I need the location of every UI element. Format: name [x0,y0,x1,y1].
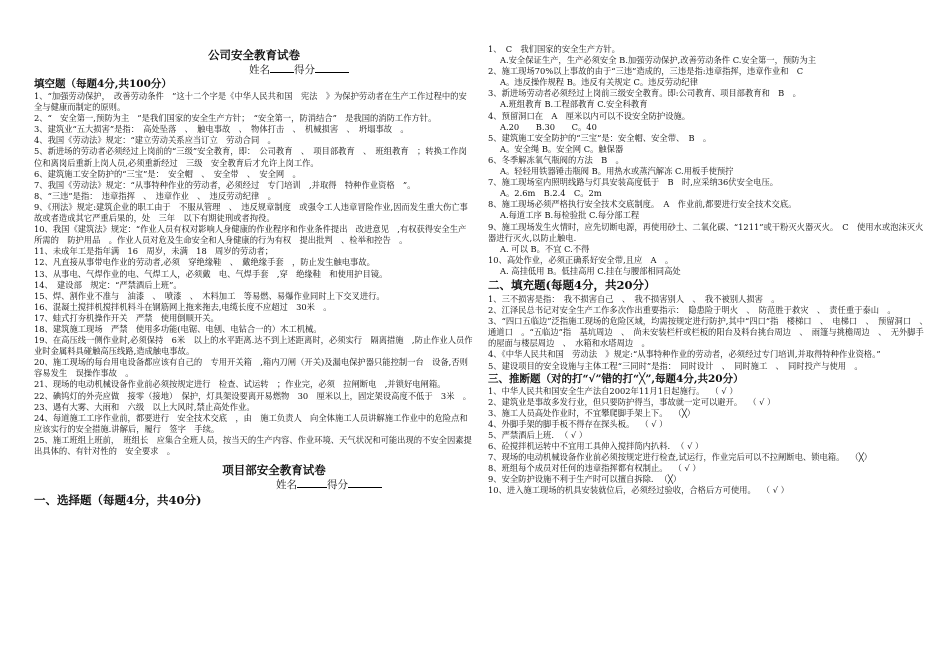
fill-question-2: 4、《中华人民共和国 劳动法 》规定:“从事特种作业的劳动者，必须经过专门培训,并取得特种作业资格。” [488,349,881,360]
fill-question: 6、建筑施工安全防护的“三宝”是： 安全帽 、 安全带 、 安全网 。 [34,168,301,179]
judge-question-text: 4、外脚手架的脚手板不得存在探头板。 [488,418,635,429]
choice-question-text: 8、施工现场必须严格执行安全技术交底制度。 A 作业前,都要进行安全技术交底。 [488,199,797,210]
choice-options: A. 可以 B。不宜 C.不得 [500,243,590,254]
choice-question-text: 7、施工现场室内照明线路与灯具安装高度低于 B 时,应采纳36伏安全电压。 [488,177,779,188]
name-label-2: 姓名 [276,479,297,492]
judge-question-text: 5、严禁酒后上班. [488,430,554,440]
judge-question [488,474,924,485]
fill-question: 2、“ 安全第一,预防为主 ”是我们国家的安全生产方针； “安全第一，防消结合” 是我国的消防工作方针。 [34,113,437,124]
judge-question-list [488,386,924,497]
judge-question [488,441,924,452]
fill-question: 9、《刑法》规定:建筑企业的职工由于 不服从管理 、 违反规章制度 或强令工人违章冒险作业,因而发生重大伤亡事故或者造成其它严重后果的，处 三年 以下有期徒刑或者拘役。 [34,201,468,224]
choice-question [488,222,924,255]
fill-question: 23、遇有大雾、大雨和 六级 以上大风时,禁止高处作业。 [34,401,255,412]
judge-question [488,452,924,463]
judge-question [488,430,924,441]
judge-answer-mark: （ √ ） [673,463,701,474]
fill-question: 4、我国《劳动法》规定：“建立劳动关系应当订立 劳动合同 。 [34,135,276,146]
name-score-line [34,62,474,77]
judge-question-text: 7、现场的电动机械设备作业前必须按规定进行检查,试运行，作业完后可以不拉闸断电、锁电箱。 [488,452,845,463]
choice-options: A.每道工序 B.每检验批 C.每分部工程 [500,210,640,221]
choice-question [488,177,924,199]
fill-section-header-2: 二、填充题(每题4分，共20分） [488,277,656,292]
fill-question: 25、施工班组上班前， 班组长 应集合全班人员，按当天的生产内容、作业环境、天气状况和可能出现的不安全因素提出具体的、有针对性的 安全要求 。 [34,434,472,456]
choice-question-text: 5、建筑施工安全防护的“三宝”是：安全帽、安全带、 B 。 [488,132,712,143]
fill-question: 20、施工现场的每台用电设备都应该有自己的 专用开关箱 ,箱内刀闸（开关)及漏电保护器只能控制一台 设备,否则容易发生 误操作事故 。 [34,357,468,379]
fill-question: 15、焊、割作业不准与 油漆 、 喷漆 、 木料加工 等易燃、易爆作业同时上下交叉进行。 [34,290,385,301]
judge-question [488,408,924,419]
judge-answer-mark: （╳） [673,407,696,418]
choice-question [488,155,924,177]
judge-answer-mark: （ √ ） [560,430,588,440]
fill-question: 1、“加强劳动保护， 改善劳动条件 ”这十二个字是《中华人民共和国 宪法 》为保护劳动者在生产工作过程中的安全与健康而制定的原则。 [34,91,467,113]
fill-question: 24、每道施工工序作业前，都要进行 安全技术交底 ，由 施工负责人 向全体施工人员讲解施工作业中的危险点和应该实行的安全措施.讲解后，履行 签字 手续。 [34,412,468,434]
fill-question: 19、在高压线一侧作业时,必须保持 6米 以上的水平距离.达不到上述距离时，必须实行 隔离措施 ,防止作业人员作业时金属料具碰触高压线路,造成触电事故。 [34,335,473,357]
fill-question: 18、建筑施工现场 严禁 使用多功能(电锯、电刨、电钻合一的）木工机械。 [34,323,322,334]
choice-question [488,133,924,155]
choice-options: A.20 B.30 C。40 [500,121,597,132]
left-column [34,0,474,672]
fill-question: 10、我国《建筑法》规定：“作业人员有权对影响人身健康的作业程序和作业条件提出 改进意见 ,有权获得安全生产所需的 防护用品 。作业人员对危及生命安全和人身健康的行为有权 提出批判 、检举和控告 。 [34,224,467,246]
fill-question: 12、凡直接从事带电作业的劳动者,必须 穿绝缘鞋 、 戴绝缘手套 ，防止发生触电事故。 [34,257,375,268]
fill-question-2: 1、三不损害是指： 我不损害自己 、 我不损害别人 、 我不被别人损害 。 [488,293,780,304]
choice-question-text: 1、 C 我们国家的安全生产方针。 [488,44,620,54]
judge-question-text: 8、班组每个成员对任何的违章指挥都有权制止。 [488,463,668,474]
judge-answer-mark: （ √ ） [761,485,789,496]
choice-question [488,199,924,221]
choice-question-text: 6、冬季解冻氧气瓶阀的方法 B 。 [488,154,624,165]
choice-question-text: 2、施工现场70%以上事故的由于“三违”造成的，三违是指:违章指挥，违章作业和 C [488,66,812,77]
judge-question-text: 10、进入施工现场的机具安装就位后，必须经过验收，合格后方可使用。 [488,485,756,496]
judge-question [488,419,924,430]
judge-question-text: 1、中华人民共和国安全生产法自2002年11月1日起施行。 [488,385,705,396]
fill-question: 16、混凝土搅拌机搅拌机料斗在钢筋网上拖来拖去,电缆长度不应超过 30米 。 [34,301,332,312]
judge-question-text: 2、建筑业是事故多发行业，但只要防护得当，事故就一定可以避开。 [488,396,743,407]
choice-options: A。2.6m B.2.4 C。2m [500,188,602,199]
choice-question [488,66,924,88]
fill-question: 7、我国《劳动法》规定：“从事特种作业的劳动者，必须经过 专门培训 ,并取得 特种作业资格 ”。 [34,179,416,190]
fill-question: 3、建筑业“五大损害”是指： 高处坠落 、 触电事故 、 物体打击 、 机械损害 、 坍塌事故 。 [34,124,409,135]
score-label: 得分 [294,64,315,76]
fill-question-list [34,91,474,457]
score-label-2: 得分 [327,479,348,492]
fill-question: 17、蛙式打夯机操作开关 严禁 使用倒顺开关。 [34,312,219,323]
choice-question-text: 10、高处作业，必须正确系好安全带,且应 A 。 [488,254,674,265]
fill-section-header: 填空题（每题4分,共100分） [34,78,172,90]
name-score-line-2 [34,477,474,492]
fill-question-2: 2、江泽民总书记对安全生产工作多次作出重要指示： 隐患险于明火 、 防范胜于救灾 、 责任重于泰山 。 [488,305,896,316]
fill-question: 21、现场的电动机械设备作业前必须按规定进行 检查、试运转 ；作业完，必须 拉闸断电 ,并锁好电闸箱。 [34,379,446,390]
choice-options: A.班组教育 B.工程部教育 C.安全科教育 [500,99,648,110]
judge-section-header: 三、推断题（对的打“√”错的打“╳”,每题4分,共20分） [488,372,744,385]
choice-question-text: 9、施工现场发生火情时，应先切断电源，再使用砂土、二氧化碳、“1211”或干粉灭火器灭火。 C 使用水或泡沫灭火器进行灭火,以防止触电. [488,221,924,243]
judge-question [488,463,924,474]
judge-answer-mark: （╳） [850,452,872,463]
judge-answer-mark: （ √ ） [710,385,738,396]
name-blank-2 [297,477,327,488]
choice-options: A。安全绳 B。安全网 C。触保器 [500,143,624,154]
fill-question: 22、碘钨灯的外壳应做 接零（接地） 保护，灯具架设要离开易燃物 30 厘米以上，固定架设高度不低于 3米 。 [34,390,472,401]
choice-question-text: 3、新进场劳动者必须经过上岗前三级安全教育。即:公司教育、项目部教育和 B 。 [488,88,801,99]
choice-options: A。轻轻用铁器锤击瓶阀 B。用热水或蒸汽解冻 C.用板手使预拧 [500,166,734,177]
name-blank [270,62,294,73]
judge-question-text: 3、施工人员高处作业时，不宜攀爬脚手架上下。 [488,407,668,418]
fill-question-list-2 [488,293,932,372]
score-blank-2 [348,477,382,488]
judge-answer-mark: （ √ ） [676,441,704,452]
fill-question-2: 3、“四口五临边”泛指施工现场的危险区域，均需按规定进行防护,其中“四口”指 楼梯口 、 电梯口 、 预留洞口 、 通道口 。“五临边”指 基坑周边 、 尚未安装栏杆或栏板的阳台及料台挑台周边 、 雨篷与挑檐周边 、 无外脚手的屋面与楼层周边 、 水箱和水塔周边 。 [488,316,932,349]
choice-section-header: 一、选择题（每题4分，共40分) [34,493,202,508]
fill-question: 13、从事电、气焊作业的电、气焊工人，必须戴 电、气焊手套 ,穿 绝缘鞋 和使用护目镜。 [34,268,388,279]
choice-options: A.安全保证生产，生产必须安全 B.加强劳动保护,改善劳动条件 C.安全第一，预防为主 [500,55,817,66]
fill-question: 5、新进场的劳动者必须经过上岗前的“三级”安全教育，即： 公司教育 、 项目部教育 、 班组教育 ；转换工作岗位和离岗后重新上岗人员,必须重新经过 三级 安全教育后才允许上岗工作。 [34,146,467,168]
page-title: 公司安全教育试卷 [208,48,300,62]
judge-question [488,485,924,496]
judge-answer-mark: （ √ ） [640,418,668,429]
judge-answer-mark: （ √ ） [748,396,776,407]
choice-question [488,44,924,66]
choice-question [488,255,924,277]
choice-question [488,88,924,110]
judge-question [488,397,924,408]
fill-question: 8、“三违”是指： 违章指挥 、 违章作业 、 违反劳动纪律 。 [34,190,276,201]
fill-question-2: 5、建设项目的安全设施与主体工程“三同时”是指： 同时设计 、 同时施工 、 同时投产与使用 。 [488,360,863,371]
judge-answer-mark: （╳） [659,474,682,485]
choice-question [488,111,924,133]
fill-question: 11、未成年工是指年满 16 周岁，未满 18 周岁的劳动者； [34,246,274,257]
fill-question: 14、 建设部 规定：“严禁酒后上班”。 [34,279,182,290]
name-label: 姓名 [249,64,270,76]
choice-options: A。违反操作规程 B。违反有关规定 C。违反劳动纪律 [500,77,698,88]
choice-question-list [488,44,924,277]
section-title-project: 项目部安全教育试卷 [222,463,326,478]
choice-question-text: 4、预留洞口在 A 厘米以内可以不设安全防护设施。 [488,110,691,121]
judge-question-text: 6、砼搅拌机运转中不宜用工具伸入搅拌筒内扒料. [488,441,671,452]
right-column [488,0,932,672]
judge-question-text: 9、安全防护设施不利于生产时可以擅自拆除. [488,474,654,485]
choice-options: A. 高挂低用 B。低挂高用 C.挂在与腰部相同高处 [500,265,681,276]
score-blank [315,62,349,73]
judge-question [488,386,924,397]
